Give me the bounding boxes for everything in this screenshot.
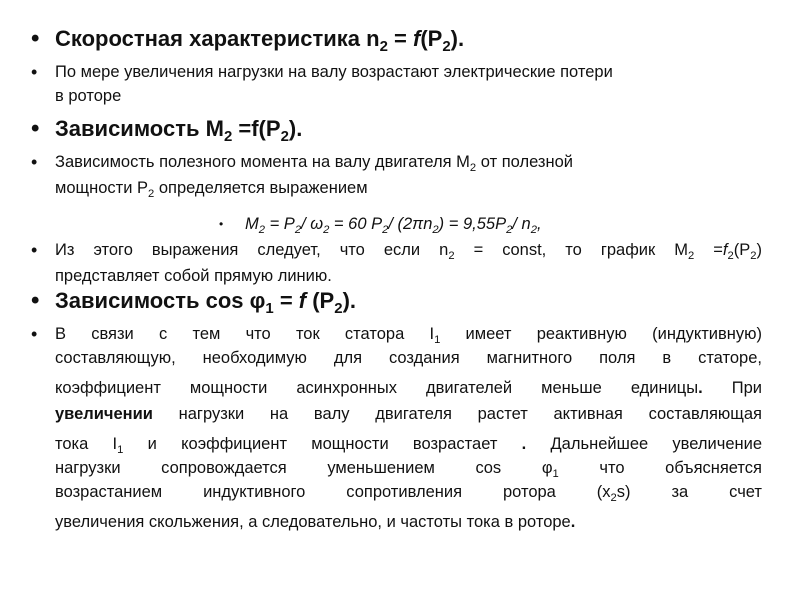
bullet: • <box>31 152 38 172</box>
bullet: • <box>31 115 40 142</box>
line: В связи с тем что ток статора $I_1$ имеет реактивную (индуктивную) <box>55 325 762 346</box>
heading-torque-dependence: • Зависимость $M_2 =f(P_2)$. <box>31 115 303 146</box>
line: составляющую, необходимую для создания магнитного поля в статоре, <box>55 349 762 367</box>
heading-speed-characteristic: • Скоростная характеристика $n_2 = f(P_2)$. <box>31 25 465 56</box>
paragraph-torque-definition: • Зависимость полезного момента на валу двигателя $M_2$ от полезной мощности $P_2$ определяется выражением <box>31 152 573 200</box>
line: коэффициент мощности асинхронных двигателей меньше единицы. При <box>55 379 762 397</box>
bullet: • <box>31 62 38 82</box>
line: возрастанием индуктивного сопротивления ротора $(x_2s)$ за счет <box>55 483 762 504</box>
bullet: • <box>31 324 38 344</box>
bullet: • <box>219 217 224 231</box>
bullet: • <box>31 25 40 52</box>
line: увеличении нагрузки на валу двигателя растет активная составляющая <box>55 405 762 423</box>
line: увеличения скольжения, а следовательно, и частоты тока в роторе. <box>55 513 576 531</box>
bullet: • <box>31 287 40 314</box>
bullet: • <box>31 240 38 260</box>
paragraph-torque-conclusion: • Из этого выражения следует, что если $n_2$ = const, то график $M_2 =f_2(P_2)$ представляет собой прямую линию. <box>31 240 762 285</box>
paragraph-speed-losses: • По мере увеличения нагрузки на валу возрастают электрические потери в роторе <box>31 62 613 105</box>
torque-formula: • $M_2 = P_2/$ $\omega_2 = 60$ $P_2/$ $(2\pi n_2) = 9,55P_2/$ $n_2$, <box>245 212 542 238</box>
paragraph-power-factor <box>31 322 763 534</box>
heading-power-factor: • Зависимость $\cos \varphi_1 = f$ $(P_2)$. <box>31 287 357 318</box>
line: тока $I_1$ и коэффициент мощности возрастает . Дальнейшее увеличение <box>55 435 763 456</box>
line: нагрузки сопровождается уменьшением $\cos \varphi_1$ что объясняется <box>55 459 762 480</box>
